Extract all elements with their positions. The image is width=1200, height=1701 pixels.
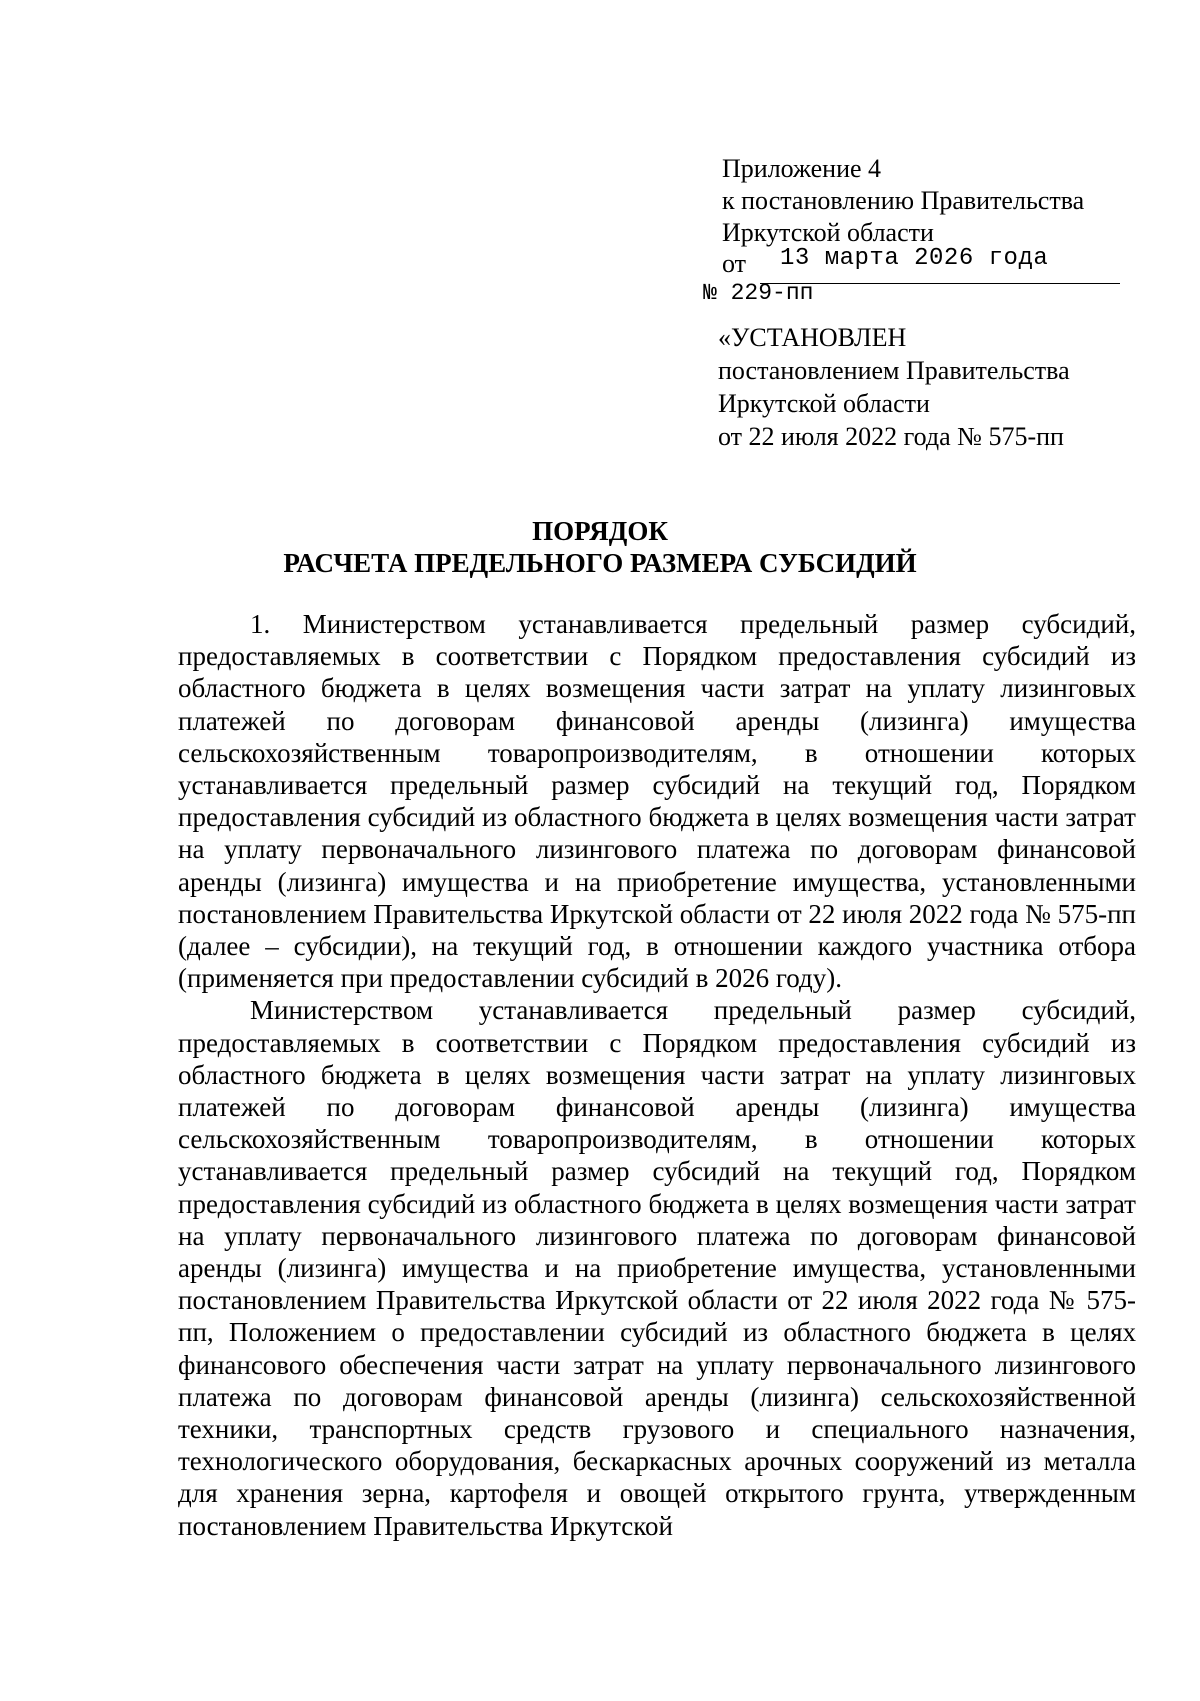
- resolution-number: № 229-пп: [703, 280, 814, 306]
- appendix-line-1: Приложение 4: [722, 154, 882, 183]
- established-block: [718, 321, 1138, 453]
- date-prefix: от: [722, 249, 747, 278]
- appendix-line-2: к постановлению Правительства: [722, 186, 1085, 215]
- document-title: ПОРЯДОК: [532, 516, 668, 546]
- established-line-4: от 22 июля 2022 года № 575-пп: [718, 422, 1064, 451]
- established-line-3: Иркутской области: [718, 389, 930, 418]
- appendix-header: [722, 153, 1122, 249]
- date-underline: [760, 283, 1120, 284]
- established-line-1: «УСТАНОВЛЕН: [718, 323, 907, 352]
- paragraph-1: 1. Министерством устанавливается предельный размер субсидий, предоставляемых в соответствии с Порядком предоставления субсидий из областного бюджета в целях возмещения части затрат на уплату лизинговых платежей по договорам финансовой аренды (лизинга) имущества сельскохозяйственным товаропроизводителям, в отношении которых устанавливается предельный размер субсидий на текущий год, Порядком предоставления субсидий из областного бюджета в целях возмещения части затрат на уплату первоначального лизингового платежа по договорам финансовой аренды (лизинга) имущества и на приобретение имущества, установленными постановлением Правительства Иркутской области от 22 июля 2022 года № 575-пп (далее – субсидии), на текущий год, в отношении каждого участника отбора (применяется при предоставлении субсидий в 2026 году).: [178, 609, 1136, 994]
- appendix-line-3: Иркутской области: [722, 218, 934, 247]
- resolution-date: 13 марта 2026 года: [780, 245, 1049, 272]
- paragraph-2: Министерством устанавливается предельный размер субсидий, предоставляемых в соответствии с Порядком предоставления субсидий из областного бюджета в целях возмещения части затрат на уплату лизинговых платежей по договорам финансовой аренды (лизинга) имущества сельскохозяйственным товаропроизводителям, в отношении которых устанавливается предельный размер субсидий на текущий год, Порядком предоставления субсидий из областного бюджета в целях возмещения части затрат на уплату первоначального лизингового платежа по договорам финансовой аренды (лизинга) имущества и на приобретение имущества, установленными постановлением Правительства Иркутской области от 22 июля 2022 года № 575-пп, Положением о предоставлении субсидий из областного бюджета в целях финансового обеспечения части затрат на уплату первоначального лизингового платежа по договорам финансовой аренды (лизинга) сельскохозяйственной техники, транспортных средств грузового и специального назначения, технологического оборудования, бескаркасных арочных сооружений из металла для хранения зерна, картофеля и овощей открытого грунта, утвержденным постановлением Правительства Иркутской: [178, 995, 1136, 1541]
- established-line-2: постановлением Правительства: [718, 356, 1070, 385]
- document-body: [178, 608, 1136, 1542]
- document-subtitle: РАСЧЕТА ПРЕДЕЛЬНОГО РАЗМЕРА СУБСИДИЙ: [283, 548, 917, 578]
